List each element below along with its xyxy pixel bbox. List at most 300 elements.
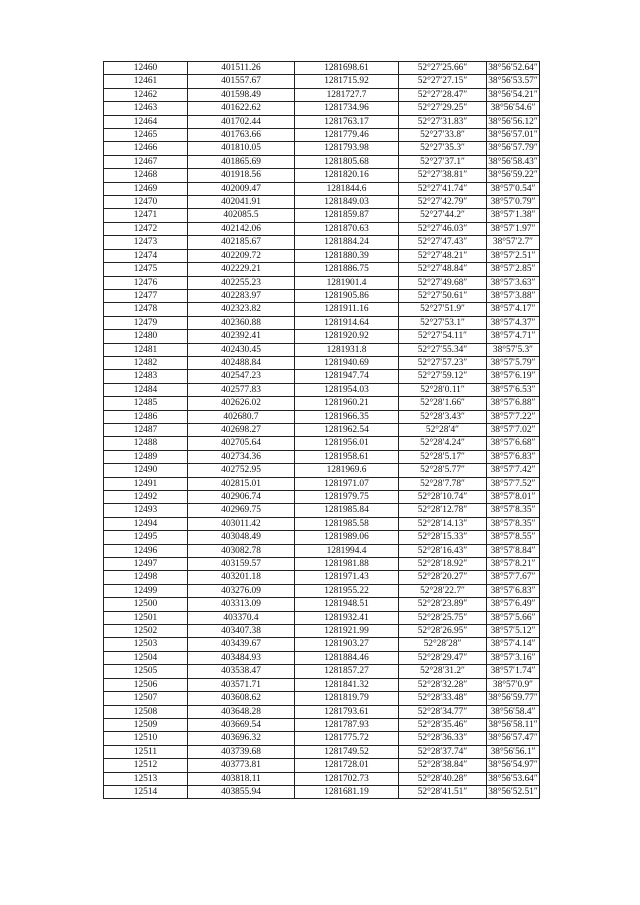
y-coordinate-cell: 1281956.01 <box>295 437 399 450</box>
longitude-cell: 38°56′59.22″ <box>488 170 538 181</box>
y-coordinate-cell: 1281857.27 <box>295 665 399 678</box>
latitude-cell: 52°27′55.34″ <box>399 343 487 356</box>
latitude-cell: 52°27′57.23″ <box>399 356 487 369</box>
longitude-cell: 38°56′53.64″ <box>488 773 538 784</box>
longitude-cell: 38°57′5.3″ <box>487 343 540 356</box>
x-coordinate-cell: 402626.02 <box>188 397 295 410</box>
point-number-cell: 12472 <box>104 222 188 235</box>
table-row <box>104 75 540 88</box>
y-coordinate-cell: 1281880.39 <box>295 249 399 262</box>
y-coordinate-cell: 1281870.63 <box>295 222 399 235</box>
x-coordinate-cell: 402734.36 <box>188 450 295 463</box>
x-coordinate-cell: 403276.09 <box>188 584 295 597</box>
longitude-cell: 38°57′8.35″ <box>487 517 540 530</box>
longitude-cell: 38°56′57.47″ <box>488 733 538 744</box>
latitude-cell: 52°28′3.43″ <box>399 410 487 423</box>
x-coordinate-cell: 401865.69 <box>188 155 295 168</box>
x-coordinate-cell: 402185.67 <box>188 236 295 249</box>
longitude-cell: 38°56′59.77″ <box>488 693 538 704</box>
latitude-cell: 52°27′38.81″ <box>399 169 487 182</box>
table-row <box>104 343 540 356</box>
point-number-cell: 12506 <box>104 678 188 691</box>
x-coordinate-cell: 403608.62 <box>188 692 295 705</box>
x-coordinate-cell: 403439.67 <box>188 638 295 651</box>
latitude-cell: 52°27′49.68″ <box>399 276 487 289</box>
latitude-cell: 52°28′18.92″ <box>399 558 487 571</box>
y-coordinate-cell: 1281841.32 <box>295 678 399 691</box>
point-number-cell: 12460 <box>104 62 188 75</box>
x-coordinate-cell: 403407.38 <box>188 625 295 638</box>
latitude-cell: 52°28′28″ <box>399 638 487 651</box>
point-number-cell: 12463 <box>104 102 188 115</box>
longitude-cell: 38°57′0.9″ <box>487 678 540 691</box>
x-coordinate-cell: 403370.4 <box>188 611 295 624</box>
table-row <box>104 732 540 745</box>
y-coordinate-cell: 1281985.84 <box>295 504 399 517</box>
table-row <box>104 517 540 530</box>
latitude-cell: 52°28′5.17″ <box>399 450 487 463</box>
table-row <box>104 464 540 477</box>
point-number-cell: 12473 <box>104 236 188 249</box>
x-coordinate-cell: 402085.5 <box>188 209 295 222</box>
x-coordinate-cell: 403313.09 <box>188 598 295 611</box>
y-coordinate-cell: 1281969.6 <box>295 464 399 477</box>
x-coordinate-cell: 403048.49 <box>188 531 295 544</box>
y-coordinate-cell: 1281971.07 <box>295 477 399 490</box>
y-coordinate-cell: 1281914.64 <box>295 316 399 329</box>
latitude-cell: 52°28′4.24″ <box>399 437 487 450</box>
table-row <box>104 423 540 436</box>
y-coordinate-cell: 1281787.93 <box>295 718 399 731</box>
table-row <box>104 303 540 316</box>
x-coordinate-cell: 403696.32 <box>188 732 295 745</box>
x-coordinate-cell: 402752.95 <box>188 464 295 477</box>
point-number-cell: 12470 <box>104 196 188 209</box>
table-row <box>104 222 540 235</box>
table-row <box>104 370 540 383</box>
x-coordinate-cell: 403669.54 <box>188 718 295 731</box>
point-number-cell: 12494 <box>104 517 188 530</box>
table-row <box>104 611 540 624</box>
table-row <box>104 558 540 571</box>
y-coordinate-cell: 1281948.51 <box>295 598 399 611</box>
table-row <box>104 397 540 410</box>
table-row <box>104 437 540 450</box>
x-coordinate-cell: 402323.82 <box>188 303 295 316</box>
table-row <box>104 236 540 249</box>
longitude-cell: 38°56′54.97″ <box>488 760 538 771</box>
point-number-cell: 12498 <box>104 571 188 584</box>
longitude-cell: 38°57′2.85″ <box>487 263 540 276</box>
table-row <box>104 289 540 302</box>
x-coordinate-cell: 401622.62 <box>188 102 295 115</box>
y-coordinate-cell: 1281960.21 <box>295 397 399 410</box>
longitude-cell: 38°56′52.51″ <box>488 786 538 797</box>
y-coordinate-cell: 1281962.54 <box>295 423 399 436</box>
point-number-cell: 12491 <box>104 477 188 490</box>
point-number-cell: 12464 <box>104 115 188 128</box>
y-coordinate-cell: 1281901.4 <box>295 276 399 289</box>
y-coordinate-cell: 1281715.92 <box>295 75 399 88</box>
y-coordinate-cell: 1281763.17 <box>295 115 399 128</box>
table-row <box>104 383 540 396</box>
latitude-cell: 52°27′47.43″ <box>399 236 487 249</box>
longitude-cell: 38°56′57.01″ <box>488 130 538 141</box>
latitude-cell: 52°28′32.28″ <box>399 678 487 691</box>
table-row <box>104 62 540 75</box>
table-row <box>104 531 540 544</box>
latitude-cell: 52°27′33.8″ <box>399 129 487 142</box>
x-coordinate-cell: 402698.27 <box>188 423 295 436</box>
x-coordinate-cell: 401918.56 <box>188 169 295 182</box>
x-coordinate-cell: 401810.05 <box>188 142 295 155</box>
x-coordinate-cell: 401702.44 <box>188 115 295 128</box>
table-row <box>104 276 540 289</box>
point-number-cell: 12471 <box>104 209 188 222</box>
y-coordinate-cell: 1281981.88 <box>295 558 399 571</box>
point-number-cell: 12462 <box>104 88 188 101</box>
y-coordinate-cell: 1281921.99 <box>295 625 399 638</box>
point-number-cell: 12483 <box>104 370 188 383</box>
table-row <box>104 692 540 705</box>
longitude-cell: 38°57′2.51″ <box>487 249 540 262</box>
latitude-cell: 52°27′35.3″ <box>399 142 487 155</box>
latitude-cell: 52°28′40.28″ <box>399 772 487 785</box>
point-number-cell: 12466 <box>104 142 188 155</box>
latitude-cell: 52°27′46.03″ <box>399 222 487 235</box>
table-row <box>104 571 540 584</box>
x-coordinate-cell: 402283.97 <box>188 289 295 302</box>
coordinates-table <box>103 61 540 799</box>
longitude-cell: 38°56′58.4″ <box>487 705 540 718</box>
longitude-cell: 38°57′1.38″ <box>487 209 540 222</box>
latitude-cell: 52°27′59.12″ <box>399 370 487 383</box>
latitude-cell: 52°28′25.75″ <box>399 611 487 624</box>
point-number-cell: 12508 <box>104 705 188 718</box>
latitude-cell: 52°28′16.43″ <box>399 544 487 557</box>
table-row <box>104 129 540 142</box>
latitude-cell: 52°27′42.79″ <box>399 196 487 209</box>
y-coordinate-cell: 1281749.52 <box>295 745 399 758</box>
x-coordinate-cell: 402009.47 <box>188 182 295 195</box>
y-coordinate-cell: 1281884.46 <box>295 651 399 664</box>
x-coordinate-cell: 402255.23 <box>188 276 295 289</box>
y-coordinate-cell: 1281958.61 <box>295 450 399 463</box>
x-coordinate-cell: 402705.64 <box>188 437 295 450</box>
latitude-cell: 52°28′5.77″ <box>399 464 487 477</box>
y-coordinate-cell: 1281903.27 <box>295 638 399 651</box>
longitude-cell: 38°57′5.79″ <box>487 356 540 369</box>
point-number-cell: 12513 <box>104 772 188 785</box>
longitude-cell: 38°57′6.83″ <box>487 450 540 463</box>
longitude-cell: 38°57′4.14″ <box>487 638 540 651</box>
longitude-cell: 38°57′2.7″ <box>487 236 540 249</box>
longitude-cell: 38°57′3.16″ <box>487 651 540 664</box>
point-number-cell: 12481 <box>104 343 188 356</box>
latitude-cell: 52°27′54.11″ <box>399 330 487 343</box>
table-row <box>104 182 540 195</box>
table-row <box>104 759 540 772</box>
latitude-cell: 52°27′29.25″ <box>399 102 487 115</box>
longitude-cell: 38°57′1.74″ <box>487 665 540 678</box>
longitude-cell: 38°57′8.01″ <box>487 491 540 504</box>
x-coordinate-cell: 403011.42 <box>188 517 295 530</box>
latitude-cell: 52°28′7.78″ <box>399 477 487 490</box>
latitude-cell: 52°28′22.7″ <box>399 584 487 597</box>
point-number-cell: 12480 <box>104 330 188 343</box>
point-number-cell: 12468 <box>104 169 188 182</box>
coordinates-table-body <box>104 62 540 799</box>
longitude-cell: 38°57′6.53″ <box>487 383 540 396</box>
table-row <box>104 209 540 222</box>
point-number-cell: 12467 <box>104 155 188 168</box>
latitude-cell: 52°27′53.1″ <box>399 316 487 329</box>
y-coordinate-cell: 1281793.61 <box>295 705 399 718</box>
y-coordinate-cell: 1281681.19 <box>295 785 399 798</box>
y-coordinate-cell: 1281779.46 <box>295 129 399 142</box>
y-coordinate-cell: 1281775.72 <box>295 732 399 745</box>
latitude-cell: 52°28′26.95″ <box>399 625 487 638</box>
latitude-cell: 52°27′51.9″ <box>399 303 487 316</box>
table-row <box>104 155 540 168</box>
point-number-cell: 12477 <box>104 289 188 302</box>
y-coordinate-cell: 1281940.69 <box>295 356 399 369</box>
longitude-cell: 38°56′57.79″ <box>488 143 538 154</box>
y-coordinate-cell: 1281820.16 <box>295 169 399 182</box>
y-coordinate-cell: 1281844.6 <box>295 182 399 195</box>
y-coordinate-cell: 1281698.61 <box>295 62 399 75</box>
point-number-cell: 12509 <box>104 718 188 731</box>
point-number-cell: 12476 <box>104 276 188 289</box>
point-number-cell: 12504 <box>104 651 188 664</box>
longitude-cell: 38°57′6.88″ <box>487 397 540 410</box>
table-row <box>104 718 540 731</box>
point-number-cell: 12510 <box>104 732 188 745</box>
point-number-cell: 12501 <box>104 611 188 624</box>
y-coordinate-cell: 1281911.16 <box>295 303 399 316</box>
longitude-cell: 38°56′56.12″ <box>488 116 538 127</box>
point-number-cell: 12512 <box>104 759 188 772</box>
longitude-cell: 38°57′8.21″ <box>487 558 540 571</box>
table-row <box>104 196 540 209</box>
x-coordinate-cell: 402430.45 <box>188 343 295 356</box>
latitude-cell: 52°28′37.74″ <box>399 745 487 758</box>
latitude-cell: 52°27′50.61″ <box>399 289 487 302</box>
table-row <box>104 651 540 664</box>
latitude-cell: 52°28′12.78″ <box>399 504 487 517</box>
y-coordinate-cell: 1281989.06 <box>295 531 399 544</box>
table-row <box>104 115 540 128</box>
y-coordinate-cell: 1281728.01 <box>295 759 399 772</box>
longitude-cell: 38°57′8.55″ <box>487 531 540 544</box>
x-coordinate-cell: 403571.71 <box>188 678 295 691</box>
table-row <box>104 544 540 557</box>
x-coordinate-cell: 403484.93 <box>188 651 295 664</box>
point-number-cell: 12496 <box>104 544 188 557</box>
table-row <box>104 142 540 155</box>
table-row <box>104 785 540 798</box>
latitude-cell: 52°27′28.47″ <box>399 88 487 101</box>
point-number-cell: 12489 <box>104 450 188 463</box>
y-coordinate-cell: 1281884.24 <box>295 236 399 249</box>
point-number-cell: 12511 <box>104 745 188 758</box>
longitude-cell: 38°57′7.22″ <box>487 410 540 423</box>
x-coordinate-cell: 401557.67 <box>188 75 295 88</box>
longitude-cell: 38°57′4.71″ <box>487 330 540 343</box>
table-row <box>104 665 540 678</box>
table-row <box>104 678 540 691</box>
table-row <box>104 584 540 597</box>
y-coordinate-cell: 1281727.7 <box>295 88 399 101</box>
point-number-cell: 12505 <box>104 665 188 678</box>
point-number-cell: 12487 <box>104 423 188 436</box>
y-coordinate-cell: 1281955.22 <box>295 584 399 597</box>
x-coordinate-cell: 401598.49 <box>188 88 295 101</box>
x-coordinate-cell: 402041.91 <box>188 196 295 209</box>
point-number-cell: 12474 <box>104 249 188 262</box>
longitude-cell: 38°57′1.97″ <box>487 222 540 235</box>
longitude-cell: 38°56′52.64″ <box>488 63 538 73</box>
longitude-cell: 38°56′58.43″ <box>488 156 538 167</box>
x-coordinate-cell: 403082.78 <box>188 544 295 557</box>
point-number-cell: 12499 <box>104 584 188 597</box>
latitude-cell: 52°28′15.33″ <box>399 531 487 544</box>
latitude-cell: 52°27′48.21″ <box>399 249 487 262</box>
latitude-cell: 52°27′48.84″ <box>399 263 487 276</box>
point-number-cell: 12488 <box>104 437 188 450</box>
point-number-cell: 12461 <box>104 75 188 88</box>
table-row <box>104 772 540 785</box>
y-coordinate-cell: 1281859.87 <box>295 209 399 222</box>
longitude-cell: 38°57′0.79″ <box>487 196 540 209</box>
latitude-cell: 52°28′31.2″ <box>399 665 487 678</box>
point-number-cell: 12479 <box>104 316 188 329</box>
x-coordinate-cell: 402906.74 <box>188 491 295 504</box>
longitude-cell: 38°57′6.19″ <box>487 370 540 383</box>
latitude-cell: 52°28′10.74″ <box>399 491 487 504</box>
latitude-cell: 52°28′35.46″ <box>399 718 487 731</box>
y-coordinate-cell: 1281734.96 <box>295 102 399 115</box>
y-coordinate-cell: 1281979.75 <box>295 491 399 504</box>
longitude-cell: 38°57′8.35″ <box>487 504 540 517</box>
latitude-cell: 52°27′37.1″ <box>399 155 487 168</box>
longitude-cell: 38°57′7.02″ <box>487 423 540 436</box>
table-row <box>104 169 540 182</box>
x-coordinate-cell: 401763.66 <box>188 129 295 142</box>
longitude-cell: 38°57′5.66″ <box>487 611 540 624</box>
longitude-cell: 38°57′6.49″ <box>487 598 540 611</box>
latitude-cell: 52°28′1.66″ <box>399 397 487 410</box>
x-coordinate-cell: 402577.83 <box>188 383 295 396</box>
longitude-cell: 38°56′54.21″ <box>488 89 538 100</box>
x-coordinate-cell: 402142.06 <box>188 222 295 235</box>
y-coordinate-cell: 1281966.35 <box>295 410 399 423</box>
point-number-cell: 12469 <box>104 182 188 195</box>
point-number-cell: 12465 <box>104 129 188 142</box>
longitude-cell: 38°57′7.52″ <box>487 477 540 490</box>
y-coordinate-cell: 1281947.74 <box>295 370 399 383</box>
x-coordinate-cell: 402488.84 <box>188 356 295 369</box>
x-coordinate-cell: 403201.18 <box>188 571 295 584</box>
latitude-cell: 52°28′20.27″ <box>399 571 487 584</box>
latitude-cell: 52°27′31.83″ <box>399 115 487 128</box>
y-coordinate-cell: 1281954.03 <box>295 383 399 396</box>
point-number-cell: 12495 <box>104 531 188 544</box>
y-coordinate-cell: 1281920.92 <box>295 330 399 343</box>
y-coordinate-cell: 1281819.79 <box>295 692 399 705</box>
table-row <box>104 504 540 517</box>
longitude-cell: 38°57′3.63″ <box>487 276 540 289</box>
x-coordinate-cell: 402360.88 <box>188 316 295 329</box>
table-row <box>104 249 540 262</box>
table-row <box>104 491 540 504</box>
longitude-cell: 38°56′56.1″ <box>487 745 540 758</box>
table-row <box>104 316 540 329</box>
longitude-cell: 38°57′8.84″ <box>487 544 540 557</box>
table-row <box>104 477 540 490</box>
x-coordinate-cell: 403855.94 <box>188 785 295 798</box>
longitude-cell: 38°57′3.88″ <box>487 289 540 302</box>
longitude-cell: 38°57′5.12″ <box>487 625 540 638</box>
latitude-cell: 52°28′4″ <box>399 423 487 436</box>
x-coordinate-cell: 402547.23 <box>188 370 295 383</box>
x-coordinate-cell: 402969.75 <box>188 504 295 517</box>
table-row <box>104 263 540 276</box>
latitude-cell: 52°27′25.66″ <box>399 62 487 75</box>
latitude-cell: 52°28′0.11″ <box>399 383 487 396</box>
point-number-cell: 12500 <box>104 598 188 611</box>
point-number-cell: 12475 <box>104 263 188 276</box>
y-coordinate-cell: 1281985.58 <box>295 517 399 530</box>
table-row <box>104 88 540 101</box>
table-row <box>104 625 540 638</box>
y-coordinate-cell: 1281932.41 <box>295 611 399 624</box>
point-number-cell: 12490 <box>104 464 188 477</box>
y-coordinate-cell: 1281905.86 <box>295 289 399 302</box>
y-coordinate-cell: 1281793.98 <box>295 142 399 155</box>
latitude-cell: 52°27′27.15″ <box>399 75 487 88</box>
longitude-cell: 38°56′58.11″ <box>488 719 538 730</box>
y-coordinate-cell: 1281994.4 <box>295 544 399 557</box>
x-coordinate-cell: 401511.26 <box>188 62 295 75</box>
x-coordinate-cell: 403739.68 <box>188 745 295 758</box>
point-number-cell: 12485 <box>104 397 188 410</box>
x-coordinate-cell: 402392.41 <box>188 330 295 343</box>
longitude-cell: 38°56′53.57″ <box>488 76 538 87</box>
point-number-cell: 12486 <box>104 410 188 423</box>
latitude-cell: 52°28′14.13″ <box>399 517 487 530</box>
x-coordinate-cell: 402815.01 <box>188 477 295 490</box>
point-number-cell: 12484 <box>104 383 188 396</box>
x-coordinate-cell: 403818.11 <box>188 772 295 785</box>
point-number-cell: 12493 <box>104 504 188 517</box>
point-number-cell: 12503 <box>104 638 188 651</box>
point-number-cell: 12478 <box>104 303 188 316</box>
table-row <box>104 450 540 463</box>
point-number-cell: 12492 <box>104 491 188 504</box>
point-number-cell: 12514 <box>104 785 188 798</box>
point-number-cell: 12502 <box>104 625 188 638</box>
longitude-cell: 38°56′54.6″ <box>487 102 540 115</box>
latitude-cell: 52°28′33.48″ <box>399 692 487 705</box>
table-row <box>104 410 540 423</box>
latitude-cell: 52°27′44.2″ <box>399 209 487 222</box>
table-row <box>104 638 540 651</box>
longitude-cell: 38°57′6.68″ <box>487 437 540 450</box>
longitude-cell: 38°57′4.17″ <box>487 303 540 316</box>
y-coordinate-cell: 1281849.03 <box>295 196 399 209</box>
table-row <box>104 102 540 115</box>
